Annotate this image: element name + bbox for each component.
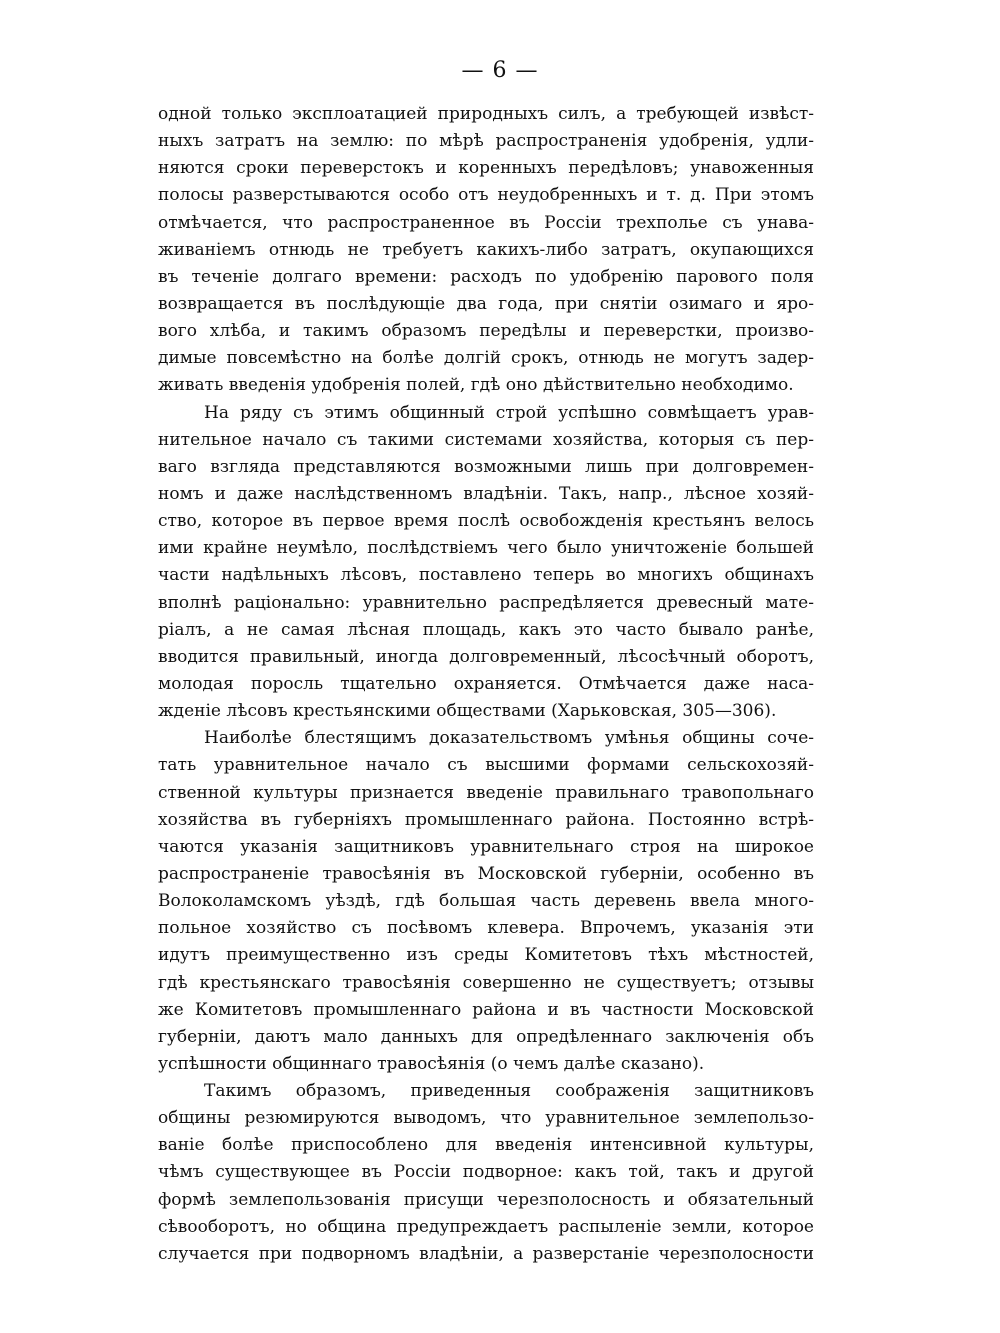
text-line: ныхъ затратъ на землю: по мѣрѣ распространенія удобренія, удли- (158, 131, 814, 152)
text-line: распространеніе травосѣянія въ Московской губерніи, особенно въ (158, 863, 814, 884)
text-line: живаніемъ отнюдь не требуетъ какихъ-либо затратъ, окупающихся (158, 239, 814, 260)
text-line: возвращается въ послѣдующіе два года, при снятіи озимаго и яро- (158, 293, 814, 314)
text-line: сѣвооборотъ, но община предупреждаетъ распыленіе земли, которое (158, 1216, 814, 1237)
text-line: польное хозяйство съ посѣвомъ клевера. Впрочемъ, указанія эти (158, 918, 814, 939)
text-line: ваго взгляда представляются возможными лишь при долговремен- (158, 456, 814, 477)
text-line: номъ и даже наслѣдственномъ владѣніи. Такъ, напр., лѣсное хозяй- (158, 483, 814, 504)
text-line: въ теченіе долгаго времени: расходъ по удобренію парового поля (158, 266, 814, 287)
text-line: отмѣчается, что распространенное въ Россіи трехполье съ унава- (158, 212, 814, 233)
text-line: формѣ землепользованія присущи черезполосность и обязательный (158, 1189, 814, 1210)
text-line: полосы разверстываются особо отъ неудобренныхъ и т. д. При этомъ (158, 185, 814, 206)
text-line: Волоколамскомъ уѣздѣ, гдѣ большая часть деревень ввела много- (158, 891, 814, 912)
text-line: успѣшности общиннаго травосѣянія (о чемъ далѣе сказано). (158, 1053, 705, 1074)
text-line: вводится правильный, иногда долговременный, лѣсосѣчный оборотъ, (158, 646, 814, 667)
text-line: губерніи, даютъ мало данныхъ для опредѣленнаго заключенія объ (158, 1026, 814, 1047)
text-line: няются сроки переверстокъ и коренныхъ передѣловъ; унавоженныя (158, 158, 814, 179)
text-line: тать уравнительное начало съ высшими формами сельскохозяй- (158, 755, 814, 776)
text-line: живать введенія удобренія полей, гдѣ оно дѣйствительно необходимо. (158, 375, 794, 396)
text-line: общины резюмируются выводомъ, что уравнительное землепользо- (158, 1108, 814, 1129)
text-line: ріалъ, а не самая лѣсная площадь, какъ это часто бывало ранѣе, (158, 619, 814, 640)
text-line: идутъ преимущественно изъ среды Комитетовъ тѣхъ мѣстностей, (158, 945, 814, 966)
text-line: же Комитетовъ промышленнаго района и въ частности Московской (158, 999, 814, 1020)
page-number: — 6 — (461, 58, 539, 83)
text-line: ство, которое въ первое время послѣ освобожденія крестьянъ велось (158, 511, 814, 532)
text-line: вого хлѣба, и такимъ образомъ передѣлы и переверстки, произво- (158, 321, 814, 342)
text-line: нительное начало съ такими системами хозяйства, которыя съ пер- (158, 429, 814, 450)
text-line: молодая поросль тщательно охраняется. Отмѣчается даже наса- (158, 673, 814, 694)
text-line: На ряду съ этимъ общинный строй успѣшно совмѣщаетъ урав- (204, 402, 814, 423)
text-line: жденіе лѣсовъ крестьянскими обществами (Харьковская, 305—306). (158, 701, 777, 722)
text-line: вполнѣ раціонально: уравнительно распредѣляется древесный мате- (158, 592, 814, 613)
text-line: гдѣ крестьянскаго травосѣянія совершенно не существуетъ; отзывы (158, 972, 814, 993)
text-line: хозяйства въ губерніяхъ промышленнаго района. Постоянно встрѣ- (158, 809, 814, 830)
body-text (158, 101, 814, 1268)
text-line: Наиболѣе блестящимъ доказательствомъ умѣнья общины соче- (204, 728, 814, 749)
text-line: ственной культуры признается введеніе правильнаго травопольнаго (158, 782, 814, 803)
text-line: ими крайне неумѣло, послѣдствіемъ чего было уничтоженіе большей (158, 538, 814, 559)
text-line: случается при подворномъ владѣніи, а разверстаніе черезполосности (158, 1243, 814, 1264)
text-line: Такимъ образомъ, приведенныя соображенія защитниковъ (204, 1081, 814, 1102)
text-line: чѣмъ существующее въ Россіи подворное: какъ той, такъ и другой (158, 1162, 814, 1183)
text-line: димые повсемѣстно на болѣе долгій срокъ, отнюдь не могутъ задер- (158, 348, 814, 369)
text-line: ваніе болѣе приспособлено для введенія интенсивной культуры, (158, 1135, 814, 1156)
text-line: чаются указанія защитниковъ уравнительнаго строя на широкое (158, 836, 814, 857)
text-line: одной только эксплоатацией природныхъ силъ, а требующей извѣст- (158, 104, 814, 124)
text-line: части надѣльныхъ лѣсовъ, поставлено теперь во многихъ общинахъ (158, 565, 814, 586)
